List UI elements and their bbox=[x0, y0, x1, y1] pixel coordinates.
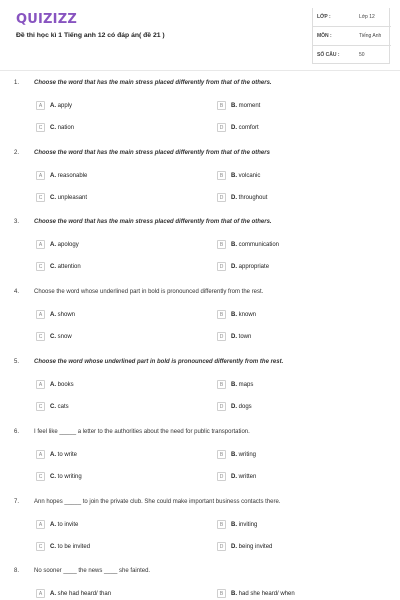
option-text: snow bbox=[57, 333, 72, 340]
option-letter: C. bbox=[50, 194, 56, 201]
option-label bbox=[231, 591, 295, 597]
question-number: 4. bbox=[14, 289, 20, 295]
option-checkbox[interactable]: D bbox=[217, 193, 226, 202]
option-label bbox=[231, 452, 256, 458]
option-letter: A. bbox=[50, 102, 56, 109]
question-number: 8. bbox=[14, 568, 20, 574]
option-label bbox=[50, 404, 69, 410]
option-label bbox=[231, 195, 267, 201]
option-text: written bbox=[238, 473, 257, 480]
option-checkbox[interactable]: D bbox=[217, 542, 226, 551]
option-checkbox[interactable]: B bbox=[217, 520, 226, 529]
option-label bbox=[231, 474, 256, 480]
question-number: 1. bbox=[14, 80, 20, 86]
option-label bbox=[50, 334, 72, 340]
option-checkbox[interactable]: A bbox=[36, 240, 45, 249]
option-checkbox[interactable]: D bbox=[217, 472, 226, 481]
option-text: maps bbox=[238, 381, 254, 388]
option-letter: C. bbox=[50, 403, 56, 410]
option-text: volcanic bbox=[238, 172, 261, 179]
option-label bbox=[50, 103, 72, 109]
option-letter: A. bbox=[50, 172, 56, 179]
option-text: nation bbox=[57, 124, 75, 131]
info-key: MÔN : bbox=[317, 33, 332, 39]
option-letter: D. bbox=[231, 543, 237, 550]
option-checkbox[interactable]: B bbox=[217, 171, 226, 180]
option-label bbox=[50, 544, 90, 550]
option-text: books bbox=[57, 381, 74, 388]
option-text: cats bbox=[57, 403, 69, 410]
option-text: dogs bbox=[238, 403, 252, 410]
option-text: she had heard/ than bbox=[57, 590, 112, 597]
info-value: 50 bbox=[359, 52, 365, 58]
option-text: apply bbox=[57, 102, 73, 109]
option-label bbox=[50, 125, 74, 131]
option-text: communication bbox=[238, 241, 280, 248]
option-text: to writing bbox=[57, 473, 82, 480]
option-text: being invited bbox=[238, 543, 273, 550]
option-checkbox[interactable]: C bbox=[36, 402, 45, 411]
option-label bbox=[50, 474, 82, 480]
info-row-question-count bbox=[313, 45, 391, 63]
question-text: I feel like _____ a letter to the authorities about the need for public transportation. bbox=[34, 429, 250, 435]
question-text: Choose the word that has the main stress placed differently from that of the others. bbox=[34, 80, 272, 86]
option-letter: C. bbox=[50, 263, 56, 270]
option-label bbox=[50, 264, 81, 270]
option-label bbox=[50, 382, 74, 388]
option-text: unpleasant bbox=[57, 194, 88, 201]
quizizz-logo: QUIZIZZ bbox=[16, 12, 77, 27]
option-text: writing bbox=[238, 451, 257, 458]
option-label bbox=[50, 242, 79, 248]
info-row-subject bbox=[313, 26, 391, 44]
question-number: 6. bbox=[14, 429, 20, 435]
document-header bbox=[10, 8, 390, 64]
option-text: had she heard/ when bbox=[238, 590, 295, 597]
question-text: Choose the word whose underlined part in bold is pronounced differently from the rest. bbox=[34, 359, 284, 365]
question-number: 2. bbox=[14, 150, 20, 156]
option-checkbox[interactable]: B bbox=[217, 380, 226, 389]
option-letter: B. bbox=[231, 521, 237, 528]
option-letter: D. bbox=[231, 473, 237, 480]
option-checkbox[interactable]: B bbox=[217, 101, 226, 110]
option-label bbox=[231, 522, 257, 528]
option-checkbox[interactable]: A bbox=[36, 101, 45, 110]
question-text: Choose the word whose underlined part in bold is pronounced differently from the rest. bbox=[34, 289, 264, 295]
option-letter: D. bbox=[231, 403, 237, 410]
option-label bbox=[231, 103, 260, 109]
document-title: Đề thi học kì 1 Tiếng anh 12 có đáp án( đề 21 ) bbox=[16, 32, 165, 39]
info-value: Lớp 12 bbox=[359, 14, 375, 20]
option-label bbox=[231, 125, 259, 131]
option-label bbox=[231, 334, 251, 340]
option-letter: B. bbox=[231, 311, 237, 318]
option-label bbox=[50, 195, 87, 201]
option-text: moment bbox=[238, 102, 261, 109]
option-checkbox[interactable]: C bbox=[36, 472, 45, 481]
option-checkbox[interactable]: A bbox=[36, 380, 45, 389]
option-letter: B. bbox=[231, 241, 237, 248]
option-letter: D. bbox=[231, 263, 237, 270]
option-label bbox=[231, 404, 252, 410]
option-text: apology bbox=[57, 241, 79, 248]
option-text: comfort bbox=[238, 124, 259, 131]
option-letter: C. bbox=[50, 473, 56, 480]
option-checkbox[interactable]: A bbox=[36, 310, 45, 319]
header-divider bbox=[0, 70, 400, 71]
option-letter: A. bbox=[50, 311, 56, 318]
option-text: reasonable bbox=[57, 172, 88, 179]
info-key: LỚP : bbox=[317, 14, 331, 20]
option-checkbox[interactable]: C bbox=[36, 262, 45, 271]
info-value: Tiếng Anh bbox=[359, 33, 382, 39]
option-checkbox[interactable]: A bbox=[36, 450, 45, 459]
option-text: inviting bbox=[238, 521, 258, 528]
option-label bbox=[50, 591, 111, 597]
option-label bbox=[50, 522, 78, 528]
info-box bbox=[312, 8, 390, 64]
option-label bbox=[231, 173, 260, 179]
option-checkbox[interactable]: C bbox=[36, 332, 45, 341]
info-row-grade bbox=[313, 8, 391, 26]
option-checkbox[interactable]: C bbox=[36, 542, 45, 551]
option-text: known bbox=[238, 311, 257, 318]
option-text: shown bbox=[57, 311, 76, 318]
option-letter: B. bbox=[231, 590, 237, 597]
question-text: Choose the word that has the main stress placed differently from that of the others bbox=[34, 150, 270, 156]
option-checkbox[interactable]: A bbox=[36, 520, 45, 529]
option-letter: A. bbox=[50, 590, 56, 597]
option-label bbox=[231, 382, 253, 388]
option-label bbox=[231, 242, 279, 248]
option-letter: B. bbox=[231, 102, 237, 109]
option-text: throughout bbox=[238, 194, 268, 201]
option-letter: A. bbox=[50, 521, 56, 528]
option-letter: D. bbox=[231, 124, 237, 131]
option-label bbox=[231, 544, 272, 550]
option-checkbox[interactable]: A bbox=[36, 589, 45, 598]
option-checkbox[interactable]: D bbox=[217, 402, 226, 411]
option-letter: C. bbox=[50, 124, 56, 131]
question-number: 7. bbox=[14, 499, 20, 505]
option-label bbox=[50, 312, 75, 318]
question-text: No sooner ____ the news ____ she fainted. bbox=[34, 568, 151, 574]
option-checkbox[interactable]: D bbox=[217, 123, 226, 132]
option-label bbox=[231, 264, 269, 270]
option-checkbox[interactable]: B bbox=[217, 589, 226, 598]
option-checkbox[interactable]: B bbox=[217, 310, 226, 319]
option-label bbox=[50, 173, 87, 179]
option-checkbox[interactable]: C bbox=[36, 193, 45, 202]
option-text: attention bbox=[57, 263, 81, 270]
option-checkbox[interactable]: C bbox=[36, 123, 45, 132]
option-letter: B. bbox=[231, 172, 237, 179]
option-checkbox[interactable]: D bbox=[217, 332, 226, 341]
option-text: to write bbox=[57, 451, 78, 458]
question-number: 3. bbox=[14, 219, 20, 225]
option-letter: A. bbox=[50, 241, 56, 248]
option-text: to invite bbox=[57, 521, 79, 528]
info-key: SỐ CÂU : bbox=[317, 52, 340, 58]
option-checkbox[interactable]: A bbox=[36, 171, 45, 180]
option-letter: C. bbox=[50, 333, 56, 340]
option-label bbox=[50, 452, 77, 458]
option-letter: D. bbox=[231, 333, 237, 340]
option-label bbox=[231, 312, 256, 318]
option-letter: B. bbox=[231, 451, 237, 458]
question-text: Choose the word that has the main stress placed differently from that of the others. bbox=[34, 219, 272, 225]
question-number: 5. bbox=[14, 359, 20, 365]
option-text: to be invited bbox=[57, 543, 91, 550]
option-letter: D. bbox=[231, 194, 237, 201]
option-checkbox[interactable]: D bbox=[217, 262, 226, 271]
option-checkbox[interactable]: B bbox=[217, 240, 226, 249]
option-letter: B. bbox=[231, 381, 237, 388]
option-text: appropriate bbox=[238, 263, 270, 270]
option-checkbox[interactable]: B bbox=[217, 450, 226, 459]
option-text: town bbox=[238, 333, 252, 340]
option-letter: C. bbox=[50, 543, 56, 550]
question-text: Ann hopes _____ to join the private club. She could make important business contacts there. bbox=[34, 499, 281, 505]
option-letter: A. bbox=[50, 451, 56, 458]
option-letter: A. bbox=[50, 381, 56, 388]
